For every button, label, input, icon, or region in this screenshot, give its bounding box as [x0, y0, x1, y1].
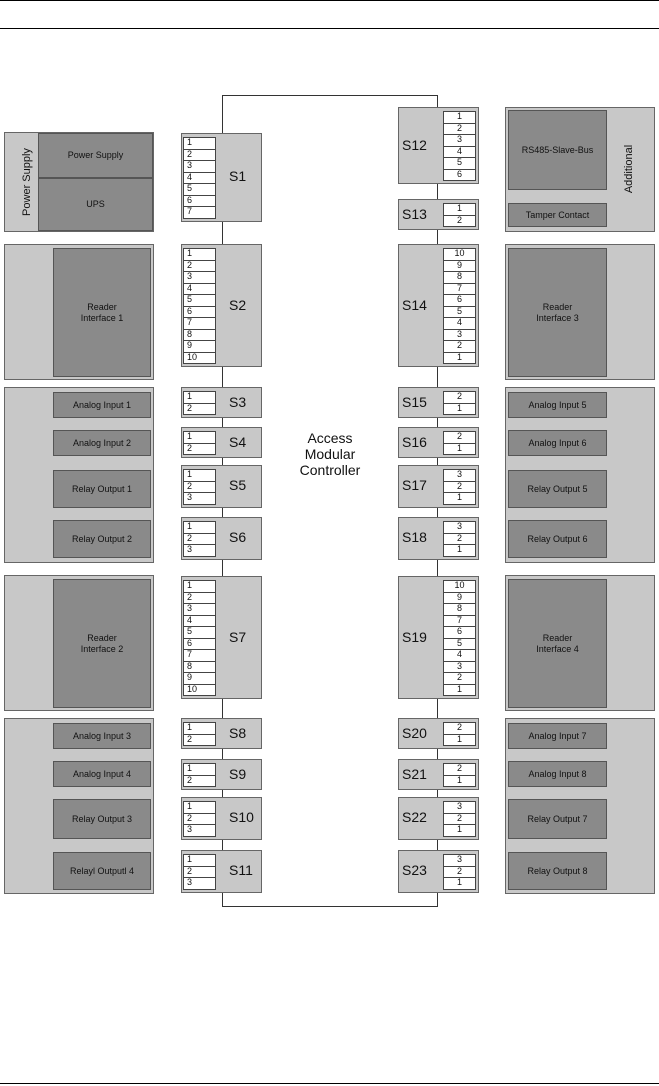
connector-s22-pin: 2 [443, 813, 476, 826]
connector-s2-pin: 2 [183, 260, 216, 273]
connector-s12-pin: 1 [443, 111, 476, 124]
controller-line1: Access [307, 430, 353, 446]
power-supply-label: Power Supply [67, 150, 124, 160]
connector-s9-pin: 2 [183, 775, 216, 788]
connector-s1-pin: 6 [183, 195, 216, 208]
connector-s2-pin: 6 [183, 306, 216, 319]
connector-s19-pin: 5 [443, 638, 476, 651]
connector-s19-pin: 2 [443, 672, 476, 685]
connector-s14-pin: 4 [443, 317, 476, 330]
connector-s10-label: S10 [229, 809, 254, 826]
relay-output-8-label: Relay Output 8 [527, 865, 588, 876]
connector-s6-pin: 3 [183, 544, 216, 557]
additional-group-label: Additional [623, 144, 635, 194]
relay-output-6-label: Relay Output 6 [527, 533, 588, 544]
connector-s22-label: S22 [402, 809, 427, 826]
connector-s9-pin: 1 [183, 763, 216, 776]
rs485-slave-bus-label: RS485-Slave-Bus [521, 144, 594, 155]
connector-s1-pin: 1 [183, 137, 216, 150]
connector-s19-pin: 9 [443, 592, 476, 605]
connector-s18-label: S18 [402, 529, 427, 546]
connector-s12-pin: 2 [443, 123, 476, 136]
connector-s19-pin: 4 [443, 649, 476, 662]
analog-input-6-label: Analog Input 6 [528, 437, 587, 448]
connector-s15-pin: 2 [443, 391, 476, 404]
connector-s21-pin: 2 [443, 763, 476, 776]
connector-s19-pin: 8 [443, 603, 476, 616]
relay-output-7-label: Relay Output 7 [527, 813, 588, 824]
connector-s7-pin: 4 [183, 615, 216, 628]
analog-input-1-label: Analog Input 1 [72, 399, 132, 410]
connector-s10-pin: 2 [183, 813, 216, 826]
connector-s23-pin: 3 [443, 854, 476, 867]
connector-s11-pin: 2 [183, 866, 216, 879]
connector-s14-pin: 2 [443, 340, 476, 353]
connector-s9-label: S9 [229, 765, 247, 782]
analog-input-5-label: Analog Input 5 [528, 399, 587, 410]
connector-s21-pin: 1 [443, 775, 476, 788]
connector-s13-pin: 2 [443, 215, 476, 228]
connector-s2-pin: 5 [183, 294, 216, 307]
connector-s1-pin: 2 [183, 149, 216, 162]
connector-s19-pin: 10 [443, 580, 476, 593]
connector-s8-label: S8 [229, 724, 247, 741]
connector-s7-pin: 2 [183, 592, 216, 605]
connector-s8-pin: 1 [183, 722, 216, 735]
connector-s14-pin: 6 [443, 294, 476, 307]
connector-s14-pin: 5 [443, 306, 476, 319]
connector-s19-label: S19 [402, 628, 427, 645]
connector-s5-pin: 3 [183, 492, 216, 505]
connector-s21-label: S21 [402, 765, 427, 782]
connector-s14-pin: 7 [443, 283, 476, 296]
relay-output-3-label: Relay Output 3 [71, 813, 133, 824]
connector-s19-pin: 1 [443, 684, 476, 697]
connector-s17-pin: 2 [443, 481, 476, 494]
connector-s16-pin: 1 [443, 443, 476, 456]
tamper-contact-label: Tamper Contact [525, 209, 590, 220]
connector-s2-label: S2 [229, 296, 247, 313]
connector-s2-pin: 3 [183, 271, 216, 284]
connector-s6-pin: 2 [183, 533, 216, 546]
connector-s1-pin: 4 [183, 172, 216, 185]
connector-s12-pin: 5 [443, 157, 476, 170]
connector-s14-pin: 8 [443, 271, 476, 284]
connector-s19-pin: 3 [443, 661, 476, 674]
relay-output-1-label: Relay Output 1 [71, 483, 133, 494]
connector-s23-pin: 1 [443, 877, 476, 890]
connector-s1-pin: 3 [183, 160, 216, 173]
connector-s1-label: S1 [229, 168, 247, 185]
connector-s2-pin: 7 [183, 317, 216, 330]
connector-s14-pin: 3 [443, 329, 476, 342]
connector-s19-pin: 7 [443, 615, 476, 628]
controller-line3: Controller [299, 462, 361, 478]
connector-s15-pin: 1 [443, 403, 476, 416]
connector-s7-pin: 8 [183, 661, 216, 674]
connector-s7-pin: 7 [183, 649, 216, 662]
connector-s12-pin: 4 [443, 146, 476, 159]
connector-s4-pin: 2 [183, 443, 216, 456]
connector-s4-pin: 1 [183, 431, 216, 444]
reader-interface-2-label: Reader Interface 2 [80, 632, 124, 654]
reader-interface-1-label: Reader Interface 1 [80, 301, 124, 323]
connector-s10-pin: 1 [183, 801, 216, 814]
connector-s2-pin: 4 [183, 283, 216, 296]
connector-s6-label: S6 [229, 529, 247, 546]
connector-s3-pin: 1 [183, 391, 216, 404]
connector-s23-label: S23 [402, 862, 427, 879]
ups-label: UPS [86, 199, 105, 209]
connector-s7-pin: 6 [183, 638, 216, 651]
connector-s20-pin: 1 [443, 734, 476, 747]
connector-s3-label: S3 [229, 393, 247, 410]
connector-s4-label: S4 [229, 433, 247, 450]
connector-s11-pin: 3 [183, 877, 216, 890]
controller-line2: Modular [304, 446, 356, 462]
top-rule [0, 0, 659, 1]
analog-input-4-label: Analog Input 4 [72, 768, 132, 779]
connector-s17-pin: 1 [443, 492, 476, 505]
connector-s18-pin: 2 [443, 533, 476, 546]
connector-s2-pin: 8 [183, 329, 216, 342]
connector-s5-pin: 1 [183, 469, 216, 482]
power-supply-group-label: Power Supply [21, 148, 33, 216]
connector-s16-pin: 2 [443, 431, 476, 444]
connector-s14-pin: 10 [443, 248, 476, 261]
connector-s1-pin: 7 [183, 206, 216, 219]
connector-s7-pin: 1 [183, 580, 216, 593]
connector-s18-pin: 1 [443, 544, 476, 557]
analog-input-8-label: Analog Input 8 [528, 768, 587, 779]
connector-s12-pin: 6 [443, 169, 476, 182]
connector-s13-pin: 1 [443, 203, 476, 216]
connector-s22-pin: 1 [443, 824, 476, 837]
relay-output-5-label: Relay Output 5 [527, 483, 588, 494]
connector-s20-label: S20 [402, 724, 427, 741]
connector-s19-pin: 6 [443, 626, 476, 639]
connector-s5-label: S5 [229, 477, 247, 494]
connector-s13-label: S13 [402, 205, 427, 222]
reader-interface-3-label: Reader Interface 3 [536, 301, 579, 323]
connector-s5-pin: 2 [183, 481, 216, 494]
analog-input-7-label: Analog Input 7 [528, 730, 587, 741]
connector-s20-pin: 2 [443, 722, 476, 735]
connector-s2-pin: 10 [183, 352, 216, 365]
connector-s18-pin: 3 [443, 521, 476, 534]
connector-s23-pin: 2 [443, 866, 476, 879]
connector-s17-label: S17 [402, 477, 427, 494]
connector-s10-pin: 3 [183, 824, 216, 837]
connector-s14-pin: 9 [443, 260, 476, 273]
connector-s12-label: S12 [402, 136, 427, 153]
connector-s7-label: S7 [229, 628, 247, 645]
relay-output-4-label: Relayl Outputl 4 [69, 865, 135, 876]
connector-s7-pin: 10 [183, 684, 216, 697]
connector-s14-label: S14 [402, 296, 427, 313]
connector-s2-pin: 1 [183, 248, 216, 261]
connector-s11-pin: 1 [183, 854, 216, 867]
connector-s7-pin: 5 [183, 626, 216, 639]
reader-interface-4-label: Reader Interface 4 [536, 632, 579, 654]
connector-s17-pin: 3 [443, 469, 476, 482]
connector-s1-pin: 5 [183, 183, 216, 196]
connector-s22-pin: 3 [443, 801, 476, 814]
analog-input-2-label: Analog Input 2 [72, 437, 132, 448]
connector-s7-pin: 3 [183, 603, 216, 616]
controller-label [270, 430, 390, 478]
relay-output-2-label: Relay Output 2 [71, 533, 133, 544]
connector-s16-label: S16 [402, 433, 427, 450]
footer-rule [0, 1083, 659, 1084]
analog-input-3-label: Analog Input 3 [72, 730, 132, 741]
connector-s7-pin: 9 [183, 672, 216, 685]
connector-s2-pin: 9 [183, 340, 216, 353]
connector-s6-pin: 1 [183, 521, 216, 534]
connector-s11-label: S11 [229, 862, 253, 879]
header-rule [0, 28, 659, 29]
connector-s14-pin: 1 [443, 352, 476, 365]
connector-s3-pin: 2 [183, 403, 216, 416]
connector-s15-label: S15 [402, 393, 427, 410]
connector-s12-pin: 3 [443, 134, 476, 147]
connector-s8-pin: 2 [183, 734, 216, 747]
